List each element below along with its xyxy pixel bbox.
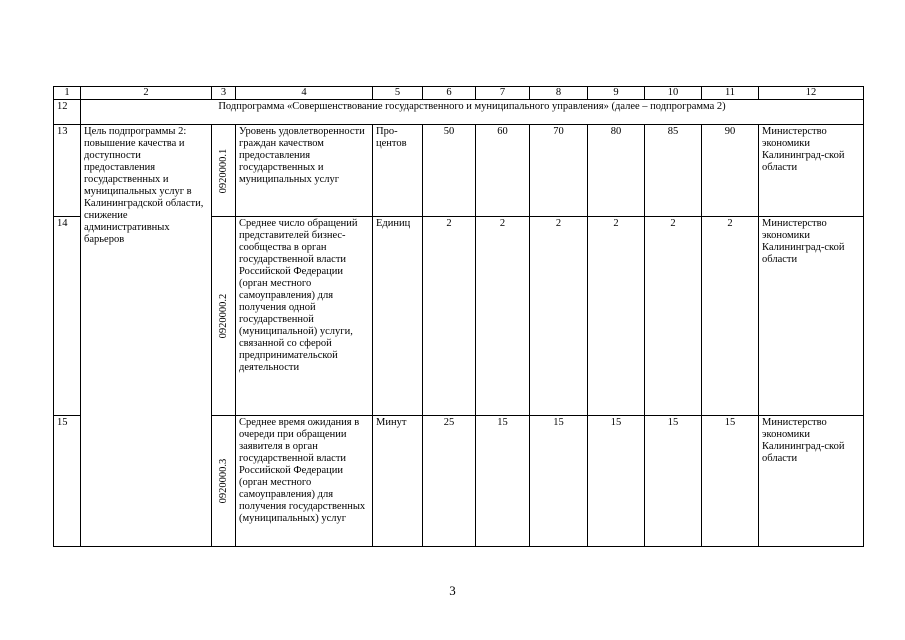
indicator-name: Среднее число обращений представителей бизнес-сообщества в орган государственной власти Российской Федерации (орган местного самоуправления) для получения одной государственной (муниципальной) услуги, связанной со сферой предпринимательской деятельности [236, 217, 373, 416]
value-cell: 2 [645, 217, 702, 416]
col-num-3: 3 [212, 87, 236, 100]
column-number-row [54, 87, 864, 100]
col-num-2: 2 [81, 87, 212, 100]
indicator-name: Среднее время ожидания в очереди при обращении заявителя в орган государственной власти Российской Федерации (орган местного самоуправления) для получения государственных (муниципальных) услуг [236, 416, 373, 547]
unit: Про-центов [373, 125, 423, 217]
value-cell: 15 [645, 416, 702, 547]
value-cell: 2 [702, 217, 759, 416]
value-cell: 25 [423, 416, 476, 547]
executor: Министерство экономики Калининград-ской области [759, 125, 864, 217]
value-cell: 15 [702, 416, 759, 547]
unit: Единиц [373, 217, 423, 416]
col-num-12: 12 [759, 87, 864, 100]
col-num-8: 8 [530, 87, 588, 100]
col-num-6: 6 [423, 87, 476, 100]
col-num-10: 10 [645, 87, 702, 100]
value-cell: 15 [476, 416, 530, 547]
indicator-code: 0920000.3 [217, 458, 229, 504]
value-cell: 2 [530, 217, 588, 416]
subprogram-goal: Цель подпрограммы 2: повышение качества и доступности предоставления государственных и муниципальных услуг в Калининградской области, снижение административных барьеров [81, 125, 212, 547]
value-cell: 50 [423, 125, 476, 217]
indicators-table [53, 86, 864, 547]
value-cell: 85 [645, 125, 702, 217]
subprogram-row [54, 100, 864, 125]
value-cell: 70 [530, 125, 588, 217]
table-row [54, 125, 864, 217]
value-cell: 2 [588, 217, 645, 416]
page-number: 3 [449, 583, 456, 598]
indicator-name: Уровень удовлетворенности граждан качеством предоставления государственных и муниципальных услуг [236, 125, 373, 217]
subprogram-title: Подпрограмма «Совершенствование государственного и муниципального управления» (далее – подпрограмма 2) [81, 100, 864, 125]
row-number: 14 [54, 217, 81, 416]
col-num-7: 7 [476, 87, 530, 100]
col-num-9: 9 [588, 87, 645, 100]
value-cell: 2 [423, 217, 476, 416]
indicator-code: 0920000.2 [217, 293, 229, 339]
indicator-code-cell [212, 416, 236, 547]
row-number: 12 [54, 100, 81, 125]
indicator-code: 0920000.1 [217, 148, 229, 193]
row-number: 15 [54, 416, 81, 547]
row-number: 13 [54, 125, 81, 217]
value-cell: 15 [588, 416, 645, 547]
value-cell: 15 [530, 416, 588, 547]
value-cell: 2 [476, 217, 530, 416]
executor: Министерство экономики Калининград-ской области [759, 217, 864, 416]
col-num-5: 5 [373, 87, 423, 100]
indicator-code-cell [212, 217, 236, 416]
value-cell: 80 [588, 125, 645, 217]
col-num-1: 1 [54, 87, 81, 100]
value-cell: 90 [702, 125, 759, 217]
executor: Министерство экономики Калининград-ской области [759, 416, 864, 547]
col-num-4: 4 [236, 87, 373, 100]
col-num-11: 11 [702, 87, 759, 100]
indicator-code-cell [212, 125, 236, 217]
unit: Минут [373, 416, 423, 547]
value-cell: 60 [476, 125, 530, 217]
